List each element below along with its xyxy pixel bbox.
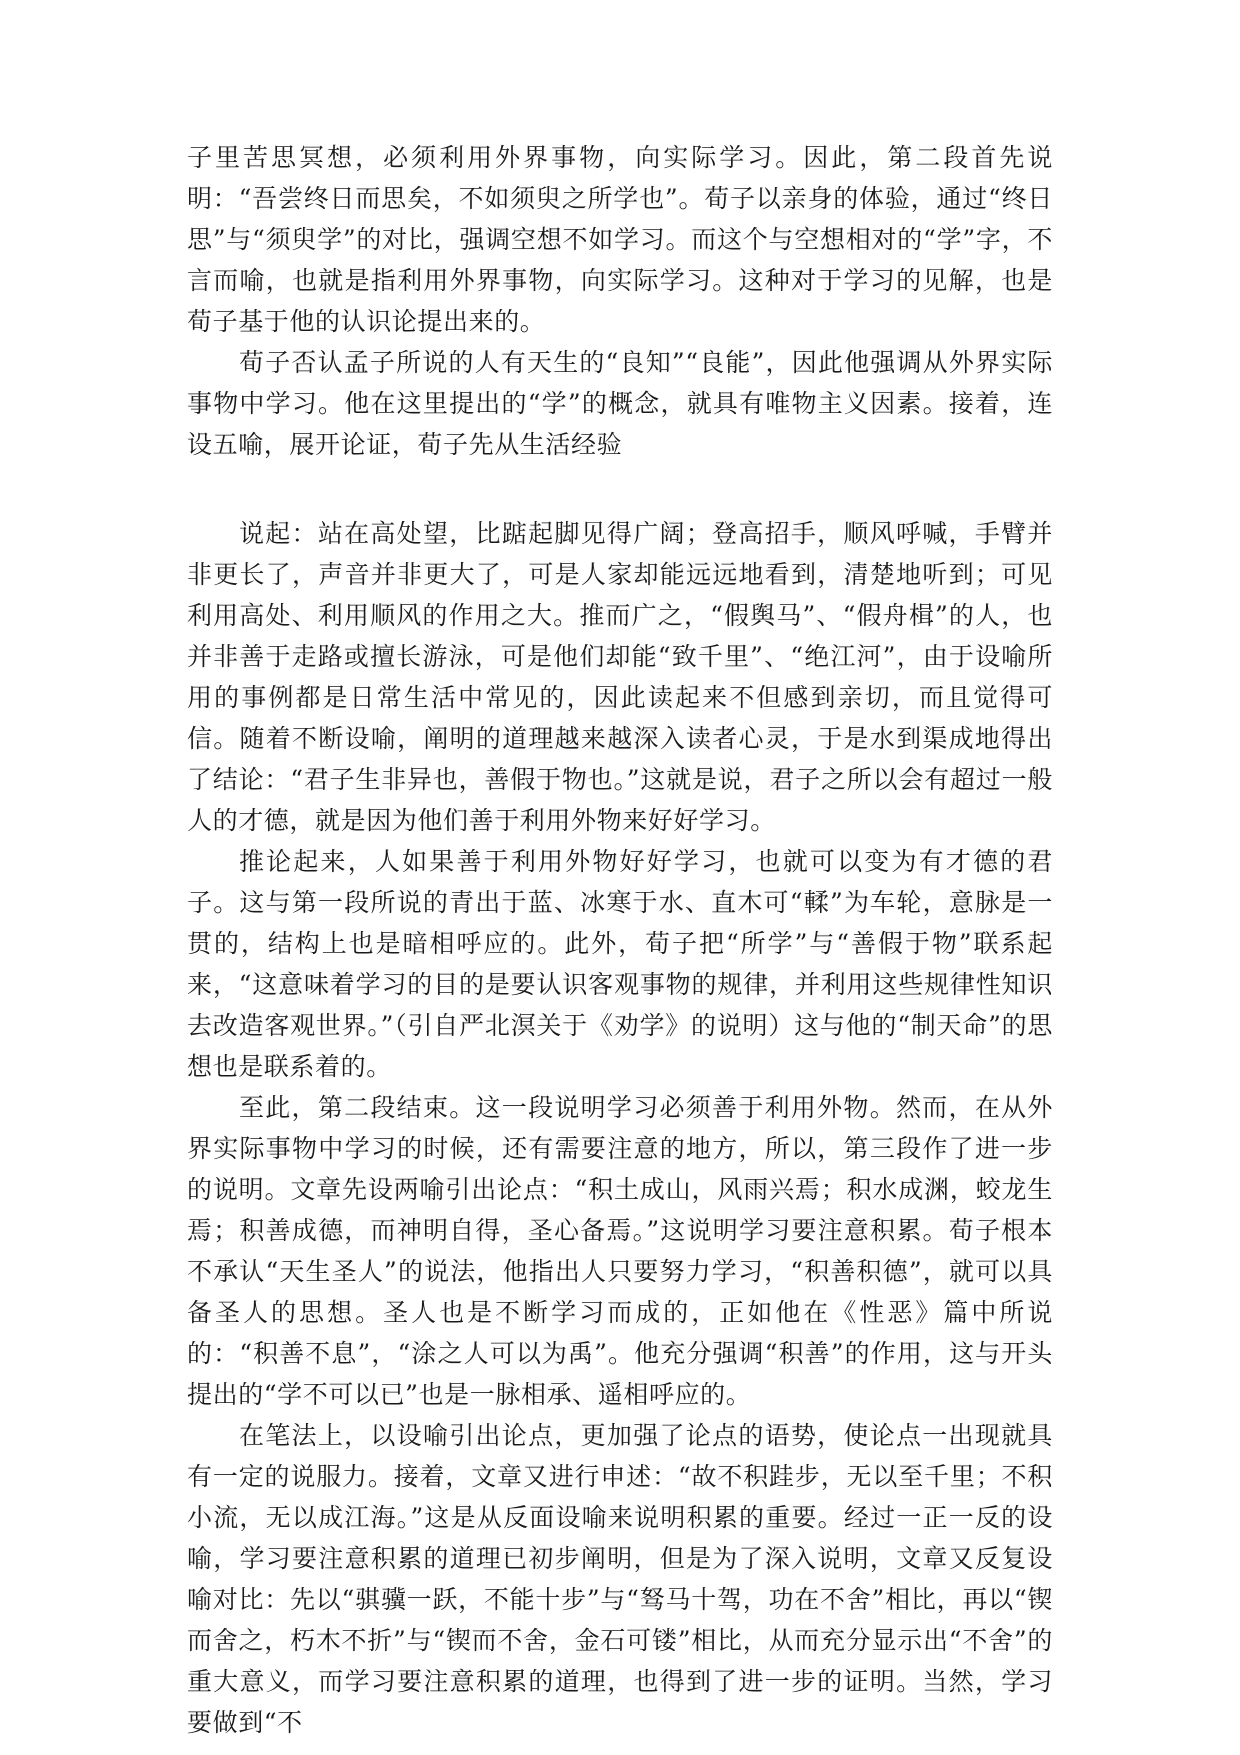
paragraph-3: 说起：站在高处望，比踮起脚见得广阔；登高招手，顺风呼喊，手臂并非更长了，声音并非更大了，可是人家却能远远地看到，清楚地听到；可见利用高处、利用顺风的作用之大。推而广之，“假舆马”、“假舟楫”的人，也并非善于走路或擅长游泳，可是他们却能“致千里”、“绝江河”，由于设喻所用的事例都是日常生活中常见的，因此读起来不但感到亲切，而且觉得可信。随着不断设喻，阐明的道理越来越深入读者心灵，于是水到渠成地得出了结论：“君子生非异也，善假于物也。”这就是说，君子之所以会有超过一般人的才德，就是因为他们善于利用外物来好好学习。: [187, 519, 1053, 835]
paragraph-6: 在笔法上，以设喻引出论点，更加强了论点的语势，使论点一出现就具有一定的说服力。接着，文章又进行申述：“故不积跬步，无以至千里；不积小流，无以成江海。”这是从反面设喻来说明积累的重要。经过一正一反的设喻，学习要注意积累的道理已初步阐明，但是为了深入说明，文章又反复设喻对比：先以“骐骥一跃，不能十步”与“驽马十驾，功在不舍”相比，再以“锲而舍之，朽木不折”与“锲而不舍，金石可镂”相比，从而充分显示出“不舍”的重大意义，而学习要注意积累的道理，也得到了进一步的证明。当然，学习要做到“不: [187, 1421, 1053, 1737]
paragraph-4: 推论起来，人如果善于利用外物好好学习，也就可以变为有才德的君子。这与第一段所说的青出于蓝、冰寒于水、直木可“輮”为车轮，意脉是一贯的，结构上也是暗相呼应的。此外，荀子把“所学”与“善假于物”联系起来，“这意味着学习的目的是要认识客观事物的规律，并利用这些规律性知识去改造客观世界。”（引自严北溟关于《劝学》的说明）这与他的“制天命”的思想也是联系着的。: [187, 847, 1053, 1081]
paragraph-1: 子里苦思冥想，必须利用外界事物，向实际学习。因此，第二段首先说明：“吾尝终日而思矣，不如须臾之所学也”。荀子以亲身的体验，通过“终日思”与“须臾学”的对比，强调空想不如学习。而这个与空想相对的“学”字，不言而喻，也就是指利用外界事物，向实际学习。这种对于学习的见解，也是荀子基于他的认识论提出来的。: [187, 143, 1053, 336]
paragraph-5: 至此，第二段结束。这一段说明学习必须善于利用外物。然而，在从外界实际事物中学习的时候，还有需要注意的地方，所以，第三段作了进一步的说明。文章先设两喻引出论点：“积土成山，风雨兴焉；积水成渊，蛟龙生焉；积善成德，而神明自得，圣心备焉。”这说明学习要注意积累。荀子根本不承认“天生圣人”的说法，他指出人只要努力学习，“积善积德”，就可以具备圣人的思想。圣人也是不断学习而成的，正如他在《性恶》篇中所说的：“积善不息”，“涂之人可以为禹”。他充分强调“积善”的作用，这与开头提出的“学不可以已”也是一脉相承、遥相呼应的。: [187, 1093, 1053, 1409]
paragraph-2: 荀子否认孟子所说的人有天生的“良知”“良能”，因此他强调从外界实际事物中学习。他在这里提出的“学”的概念，就具有唯物主义因素。接着，连设五喻，展开论证，荀子先从生活经验: [187, 348, 1053, 459]
body-text: [187, 137, 1053, 1743]
